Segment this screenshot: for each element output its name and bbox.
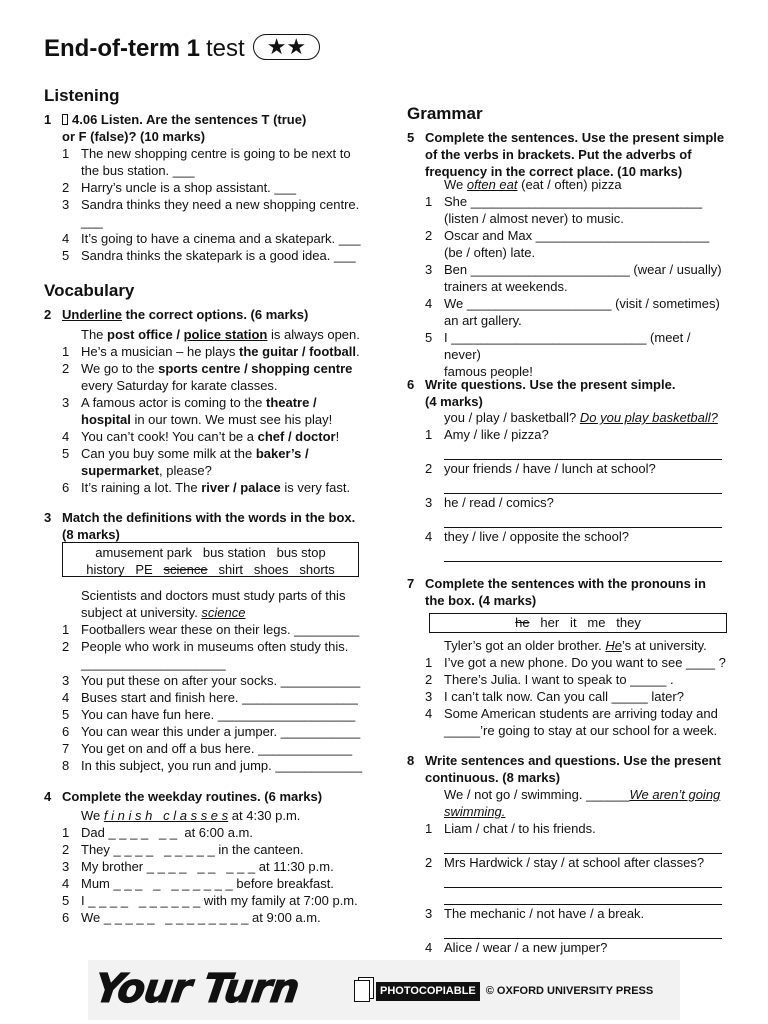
question-instruction: Write questions. Use the present simple. (4 marks)	[425, 377, 676, 409]
question-instruction	[62, 111, 362, 145]
answer-line[interactable]	[444, 871, 722, 888]
word-box-row-2: history PE science shirt shoes shorts	[86, 562, 335, 577]
question-line-2: or F (false)? (10 marks)	[62, 129, 206, 144]
photocopy-icon	[354, 980, 370, 1002]
answer-line[interactable]	[444, 888, 722, 905]
question-instruction: Match the definitions with the words in the box. (8 marks)	[62, 510, 356, 542]
question-instruction: Complete the sentences. Use the present simple of the verbs in brackets. Put the adverbs of frequency in the correct place. (10 marks)	[425, 130, 725, 179]
your-turn-logo: Your Turn	[91, 966, 302, 1012]
title-bold: End-of-term 1	[44, 35, 200, 62]
pronoun-box: he her it me they	[429, 613, 727, 633]
word-box-row-1: amusement park bus station bus stop	[95, 545, 326, 560]
question-line-1: 4.06 Listen. Are the sentences T (true)	[72, 112, 307, 127]
question-instruction: Underline the correct options. (6 marks)	[62, 307, 309, 322]
question-number: 8	[407, 753, 415, 768]
audio-track-icon	[62, 114, 68, 125]
question-instruction: Complete the weekday routines. (6 marks)	[62, 789, 323, 804]
section-heading-vocabulary: Vocabulary	[44, 281, 135, 300]
question-number: 4	[44, 789, 52, 804]
answer-line[interactable]	[444, 477, 722, 494]
answer-line[interactable]	[444, 545, 722, 562]
question-number: 2	[44, 307, 52, 322]
footer-credit	[354, 980, 653, 1002]
section-heading-listening: Listening	[44, 86, 120, 105]
title-test: test	[206, 35, 245, 62]
page-title	[44, 34, 320, 64]
question-number: 6	[407, 377, 415, 392]
answer-line[interactable]	[444, 922, 722, 939]
question-number: 7	[407, 576, 415, 591]
section-heading-grammar: Grammar	[407, 104, 483, 123]
question-number: 5	[407, 130, 415, 145]
word-box	[62, 542, 359, 577]
question-number: 1	[44, 112, 52, 127]
publisher-label: © OXFORD UNIVERSITY PRESS	[485, 984, 654, 997]
question-instruction: Complete the sentences with the pronouns in the box. (4 marks)	[425, 576, 706, 608]
answer-line[interactable]	[444, 837, 722, 854]
question-number: 3	[44, 510, 52, 525]
question-instruction: Write sentences and questions. Use the present continuous. (8 marks)	[425, 753, 721, 785]
answer-line[interactable]	[444, 443, 722, 460]
difficulty-stars: ★★	[253, 34, 320, 60]
answer-line[interactable]	[444, 511, 722, 528]
photocopiable-badge: PHOTOCOPIABLE	[376, 982, 480, 1001]
